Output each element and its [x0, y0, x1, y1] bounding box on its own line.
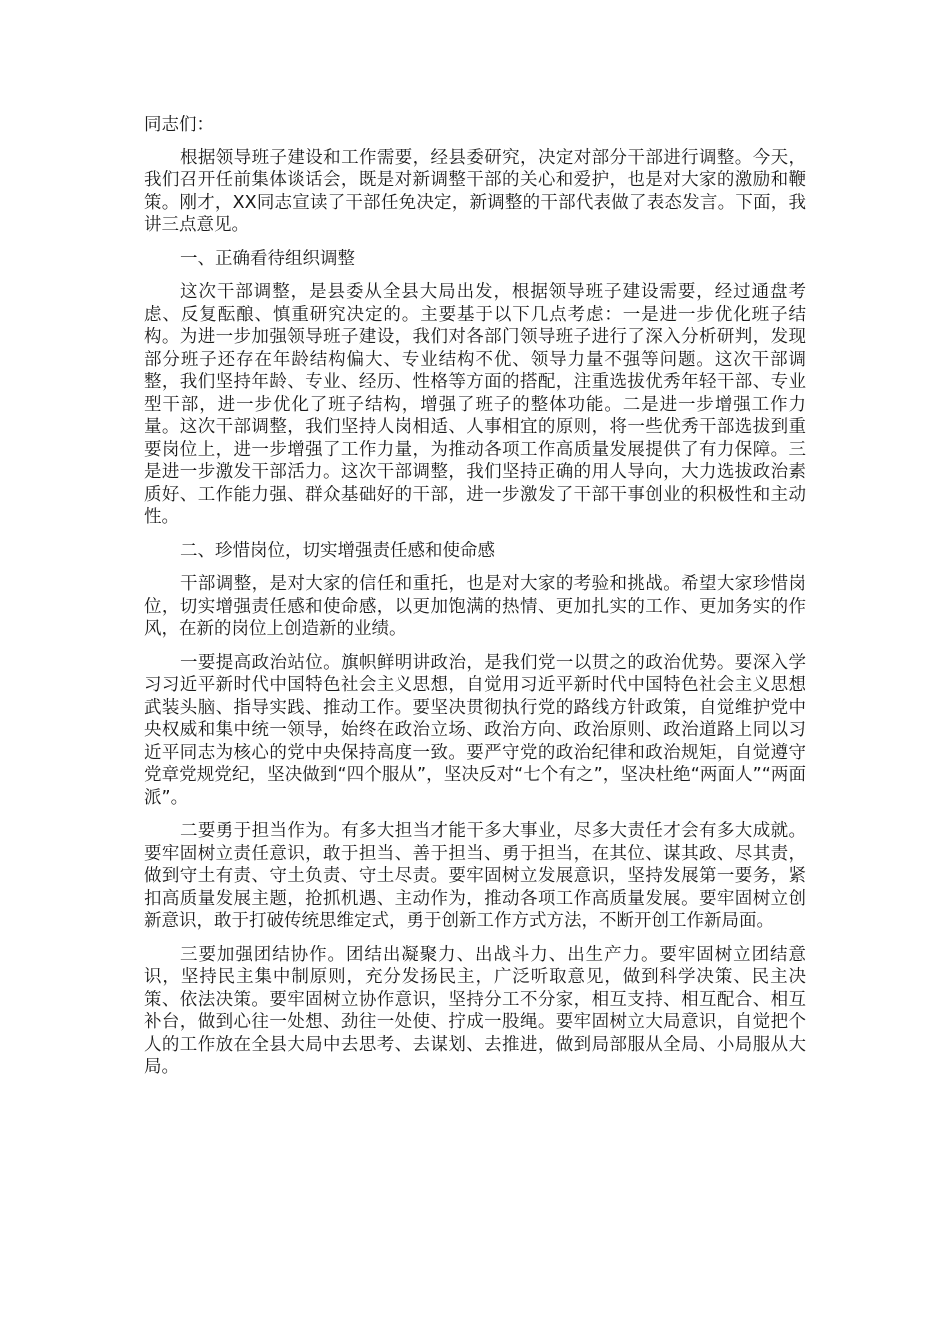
greeting: 同志们： — [144, 115, 214, 135]
document-page — [144, 114, 806, 1090]
paragraph-section-2-intro: 干部调整，是对大家的信任和重托，也是对大家的考验和挑战。希望大家珍惜岗位，切实增强责任感和使命感，以更加饱满的热情、更加扎实的工作、更加务实的作风，在新的岗位上创造新的业绩。 — [144, 574, 806, 639]
paragraph-unity: 三要加强团结协作。团结出凝聚力、出战斗力、出生产力。要牢固树立团结意识，坚持民主集中制原则，充分发扬民主，广泛听取意见，做到科学决策、民主决策、依法决策。要牢固树立协作意识，坚持分工不分家，相互支持、相互配合、相互补台，做到心往一处想、劲往一处使、拧成一股绳。要牢固树立大局意识，自觉把个人的工作放在全县大局中去思考、去谋划、去推进，做到局部服从全局、小局服从大局。 — [144, 944, 806, 1077]
paragraph-responsibility: 二要勇于担当作为。有多大担当才能干多大事业，尽多大责任才会有多大成就。要牢固树立责任意识，敢于担当、善于担当、勇于担当，在其位、谋其政、尽其责，做到守土有责、守土负责、守土尽责。要牢固树立发展意识，坚持发展第一要务，紧扣高质量发展主题，抢抓机遇、主动作为，推动各项工作高质量发展。要牢固树立创新意识，敢于打破传统思维定式，勇于创新工作方式方法，不断开创工作新局面。 — [144, 821, 806, 931]
paragraph-intro: 根据领导班子建设和工作需要，经县委研究，决定对部分干部进行调整。今天，我们召开任前集体谈话会，既是对新调整干部的关心和爱护，也是对大家的激励和鞭策。刚才，XX同志宣读了干部任免决定，新调整的干部代表做了表态发言。下面，我讲三点意见。 — [144, 147, 806, 235]
section-heading-2: 二、珍惜岗位，切实增强责任感和使命感 — [180, 540, 495, 561]
paragraph-section-1: 这次干部调整，是县委从全县大局出发，根据领导班子建设需要，经过通盘考虑、反复酝酿、慎重研究决定的。主要基于以下几点考虑：一是进一步优化班子结构。为进一步加强领导班子建设，我们对各部门领导班子进行了深入分析研判，发现部分班子还存在年龄结构偏大、专业结构不优、领导力量不强等问题。这次干部调整，我们坚持年龄、专业、经历、性格等方面的搭配，注重选拔优秀年轻干部、专业型干部，进一步优化了班子结构，增强了班子的整体功能。二是进一步增强工作力量。这次干部调整，我们坚持人岗相适、人事相宜的原则，将一些优秀干部选拔到重要岗位上，进一步增强了工作力量，为推动各项工作高质量发展提供了有力保障。三是进一步激发干部活力。这次干部调整，我们坚持正确的用人导向，大力选拔政治素质好、工作能力强、群众基础好的干部，进一步激发了干部干事创业的积极性和主动性。 — [144, 282, 806, 527]
paragraph-political-stance: 一要提高政治站位。旗帜鲜明讲政治，是我们党一以贯之的政治优势。要深入学习习近平新时代中国特色社会主义思想，自觉用习近平新时代中国特色社会主义思想武装头脑、指导实践、推动工作。要坚决贯彻执行党的路线方针政策，自觉维护党中央权威和集中统一领导，始终在政治立场、政治方向、政治原则、政治道路上同以习近平同志为核心的党中央保持高度一致。要严守党的政治纪律和政治规矩，自觉遵守党章党规党纪，坚决做到“四个服从”，坚决反对“七个有之”，坚决杜绝“两面人”“两面派”。 — [144, 652, 806, 808]
section-heading-1: 一、正确看待组织调整 — [180, 248, 355, 269]
